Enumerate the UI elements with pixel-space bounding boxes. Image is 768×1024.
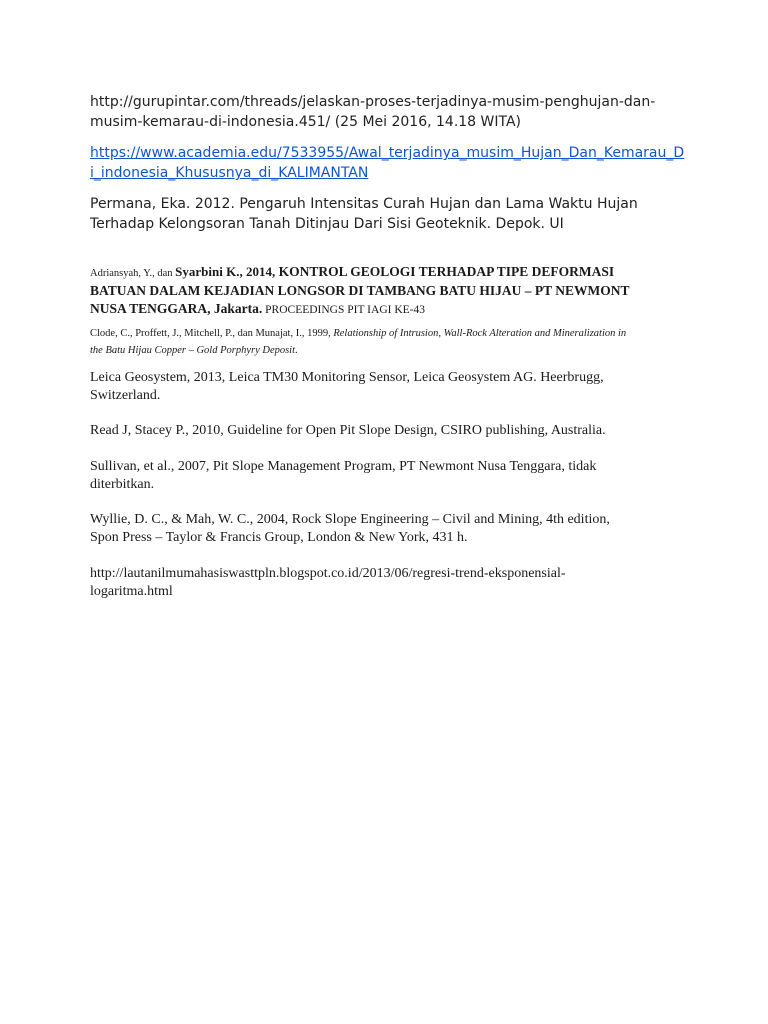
reference-sullivan xyxy=(90,458,690,494)
reference-permana xyxy=(90,194,690,234)
reference-line: Switzerland. xyxy=(90,388,161,403)
reference-adriansyah xyxy=(90,263,690,319)
reference-line: Leica Geosystem, 2013, Leica TM30 Monitoring Sensor, Leica Geosystem AG. Heerbrugg, xyxy=(90,370,604,385)
reference-line: musim-kemarau-di-indonesia.451/ (25 Mei 2016, 14.18 WITA) xyxy=(90,114,522,130)
reference-title-line: KONTROL GEOLOGI TERHADAP TIPE DEFORMASI xyxy=(275,264,615,279)
reference-wyllie-mah xyxy=(90,511,690,547)
reference-line: Permana, Eka. 2012. Pengaruh Intensitas Curah Hujan dan Lama Waktu Hujan xyxy=(90,196,638,212)
reference-title-line: NUSA TENGGARA, Jakarta. xyxy=(90,301,263,316)
reference-read-stacey xyxy=(90,422,690,440)
hyperlink-line[interactable]: https://www.academia.edu/7533955/Awal_terjadinya_musim_Hujan_Dan_Kemarau_D xyxy=(90,145,685,161)
reference-author-bold: Syarbini K., 2014, xyxy=(175,264,276,279)
reference-proceedings: PROCEEDINGS PIT IAGI KE-43 xyxy=(262,304,425,316)
reference-line: logaritma.html xyxy=(90,584,173,599)
reference-line: Wyllie, D. C., & Mah, W. C., 2004, Rock Slope Engineering – Civil and Mining, 4th edition, xyxy=(90,512,610,527)
hyperlink-line[interactable]: i_indonesia_Khususnya_di_KALIMANTAN xyxy=(90,165,369,181)
reference-line: http://lautanilmumahasiswasttpln.blogspot.co.id/2013/06/regresi-trend-eksponensial- xyxy=(90,566,566,581)
reference-author-prefix: Adriansyah, Y., dan xyxy=(90,268,176,279)
reference-clode xyxy=(90,325,690,359)
reference-leica xyxy=(90,369,690,405)
reference-title-line: the Batu Hijau Copper – Gold Porphyry Deposit xyxy=(90,345,296,356)
reference-end: . xyxy=(295,345,298,356)
reference-line: diterbitkan. xyxy=(90,477,155,492)
reference-authors: Clode, C., Proffett, J., Mitchell, P., dan Munajat, I., 1999, xyxy=(90,328,334,339)
reference-line: Read J, Stacey P., 2010, Guideline for Open Pit Slope Design, CSIRO publishing, Australia. xyxy=(90,423,606,438)
reference-title-line: BATUAN DALAM KEJADIAN LONGSOR DI TAMBANG BATU HIJAU – PT NEWMONT xyxy=(90,283,630,298)
reference-line: http://gurupintar.com/threads/jelaskan-proses-terjadinya-musim-penghujan-dan- xyxy=(90,94,656,110)
reference-gurupintar xyxy=(90,92,690,132)
reference-line: Spon Press – Taylor & Francis Group, London & New York, 431 h. xyxy=(90,530,468,545)
reference-lautanilmu xyxy=(90,565,690,601)
reference-line: Sullivan, et al., 2007, Pit Slope Management Program, PT Newmont Nusa Tenggara, tidak xyxy=(90,459,597,474)
reference-line: Terhadap Kelongsoran Tanah Ditinjau Dari Sisi Geoteknik. Depok. UI xyxy=(90,216,564,232)
reference-academia-link[interactable] xyxy=(90,143,690,183)
reference-title-line: Relationship of Intrusion, Wall-Rock Alteration and Mineralization in xyxy=(333,328,627,339)
